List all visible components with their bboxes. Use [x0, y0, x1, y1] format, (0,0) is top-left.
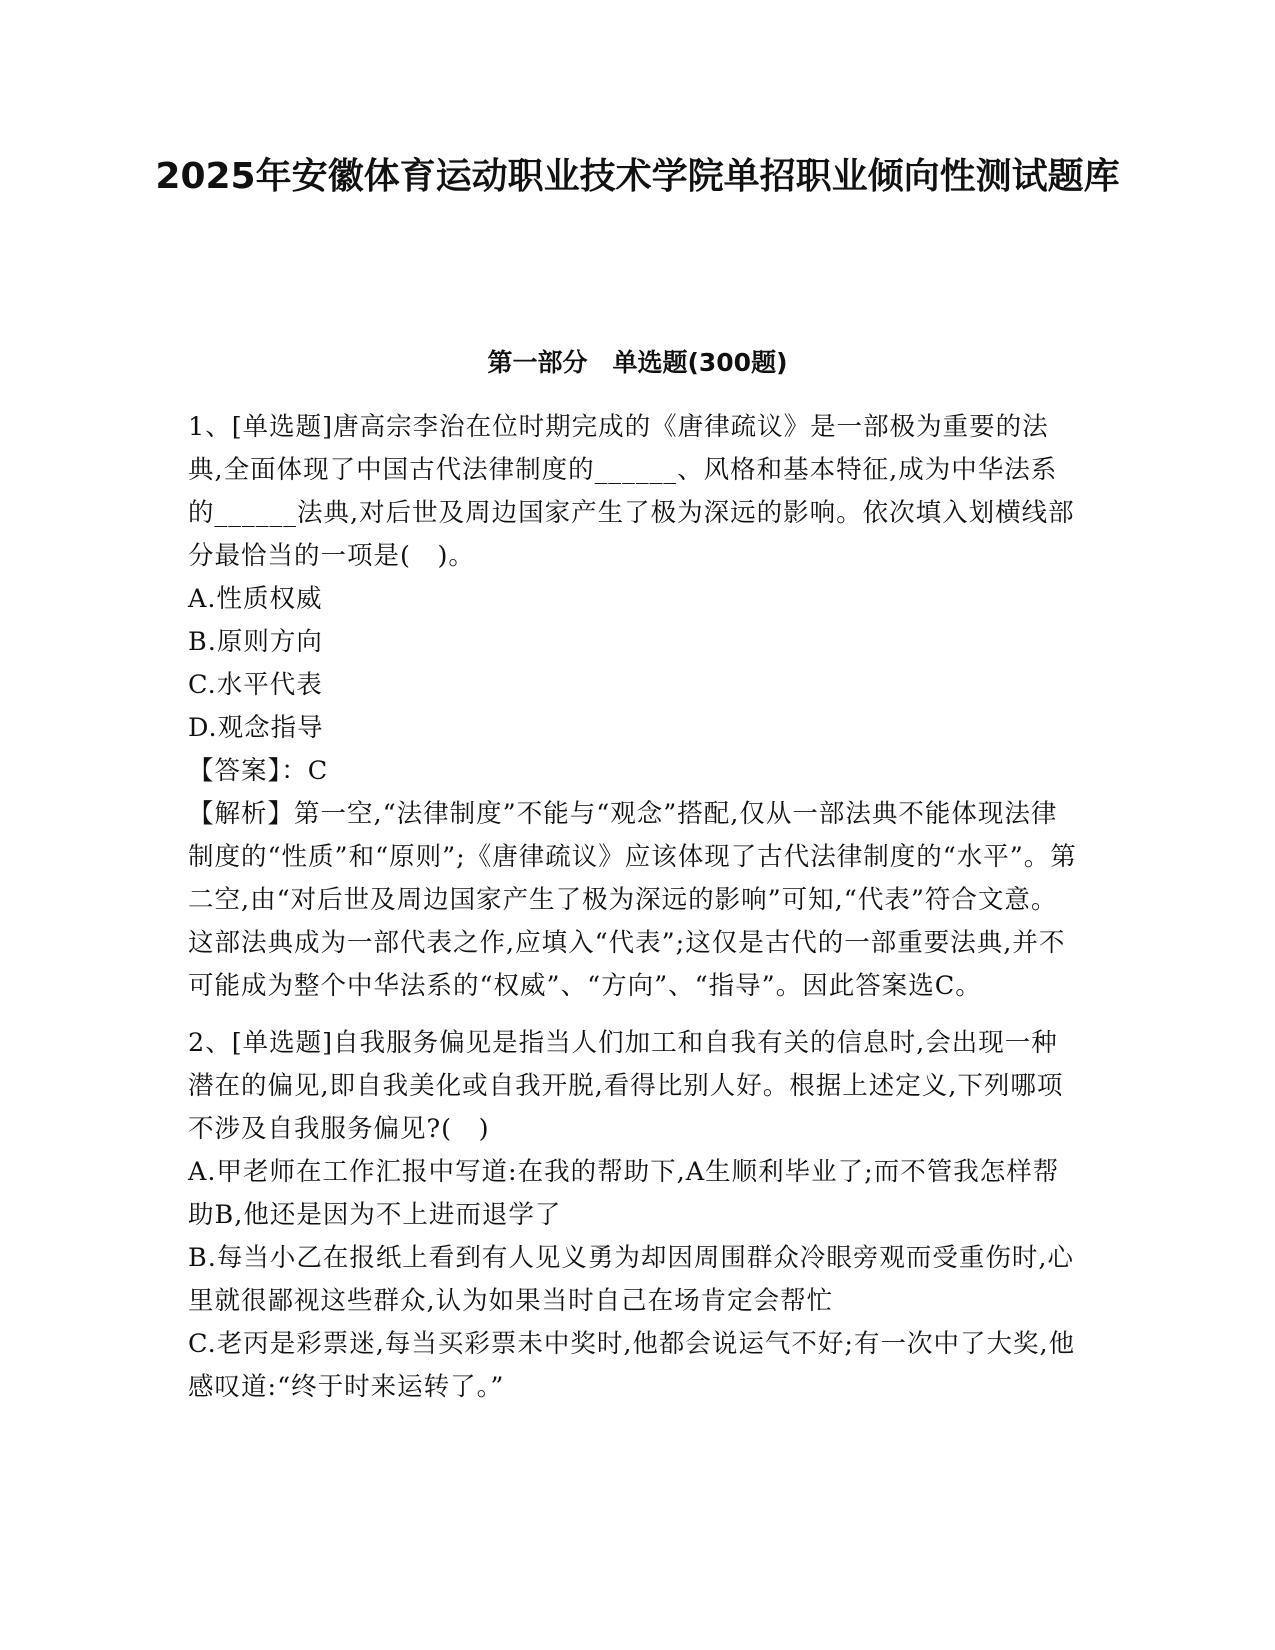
analysis-text: 第一空,“法律制度”不能与“观念”搭配,仅从一部法典不能体现法律制度的“性质”和“原则”;《唐律疏议》应该体现了古代法律制度的“水平”。第二空,由“对后世及周边国家产生了极为深远的影响”可知,“代表”符合文意。这部法典成为一部代表之作,应填入“代表”;这仅是古代的一部重要法典,并不可能成为整个中华法系的“权威”、“方向”、“指导”。因此答案选C。 [188, 799, 1077, 1001]
option-a: A.甲老师在工作汇报中写道:在我的帮助下,A生顺利毕业了;而不管我怎样帮助B,他还是因为不上进而退学了 [188, 1157, 1060, 1230]
option-a: A.性质权威 [188, 584, 323, 614]
answer-row [188, 750, 1083, 793]
question-2 [188, 1022, 1083, 1409]
answer-label: 【答案】： [188, 756, 308, 786]
question-list [188, 406, 1083, 1409]
option-b: B.原则方向 [188, 627, 323, 657]
option-b: B.每当小乙在报纸上看到有人见义勇为却因周围群众冷眼旁观而受重伤时,心里就很鄙视这些群众,认为如果当时自己在场肯定会帮忙 [188, 1243, 1074, 1316]
analysis-label: 【解析】 [188, 799, 295, 829]
option-c: C.水平代表 [188, 670, 323, 700]
option-d: D.观念指导 [188, 713, 324, 743]
answer-value: C [307, 756, 329, 786]
question-stem: 2、[单选题]自我服务偏见是指当人们加工和自我有关的信息时,会出现一种潜在的偏见,即自我美化或自我开脱,看得比别人好。根据上述定义,下列哪项不涉及自我服务偏见?( ) [188, 1028, 1064, 1144]
question-1 [188, 406, 1083, 1008]
question-stem: 1、[单选题]唐高宗李治在位时期完成的《唐律疏议》是一部极为重要的法典,全面体现了中国古代法律制度的______、风格和基本特征,成为中华法系的______法典,对后世及周边国家产生了极为深远的影响。依次填入划横线部分最恰当的一项是( )。 [188, 412, 1075, 571]
analysis [188, 793, 1083, 1008]
option-c: C.老丙是彩票迷,每当买彩票未中奖时,他都会说运气不好;有一次中了大奖,他感叹道:“终于时来运转了。” [188, 1329, 1076, 1402]
document-title: 2025年安徽体育运动职业技术学院单招职业倾向性测试题库 [155, 156, 1120, 197]
section-title: 第一部分 单选题(300题) [487, 348, 788, 377]
